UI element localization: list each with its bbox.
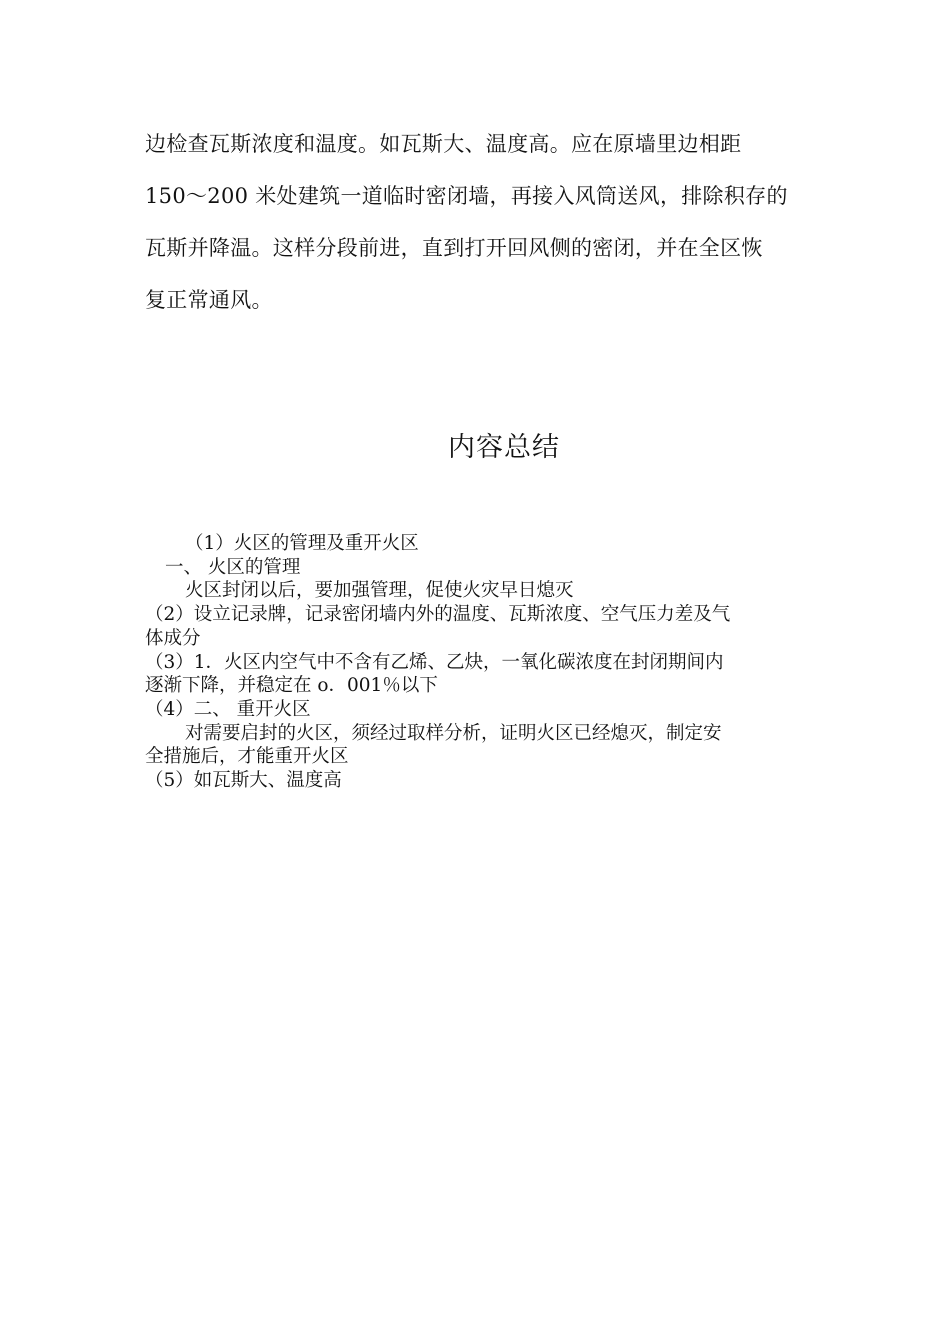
summary-line: 一、 火区的管理 [165,556,301,578]
summary-line: （5）如瓦斯大、温度高 [145,770,342,792]
summary-line: （2）设立记录牌，记录密闭墙内外的温度、瓦斯浓度、空气压力差及气 [145,604,731,626]
summary-line: （3）1．火区内空气中不含有乙烯、乙炔，一氧化碳浓度在封闭期间内 [145,651,724,673]
intro-line: 复正常通风。 [145,288,273,312]
intro-line: 边检查瓦斯浓度和温度。如瓦斯大、温度高。应在原墙里边相距 [145,132,742,156]
summary-line: （4）二、 重开火区 [145,698,311,720]
summary-line: （1）火区的管理及重开火区 [185,533,419,554]
intro-line: 瓦斯并降温。这样分段前进，直到打开回风侧的密闭，并在全区恢 [145,236,763,260]
summary-title: 内容总结 [448,432,560,463]
summary-line: 全措施后，才能重开火区 [145,746,349,768]
summary-line: 逐渐下降，并稳定在 o．001％以下 [145,675,438,697]
summary-line: 对需要启封的火区，须经过取样分析，证明火区已经熄灭，制定安 [185,722,722,744]
summary-section [145,532,805,793]
intro-line: 150～200 米处建筑一道临时密闭墙，再接入风筒送风，排除积存的 [145,184,788,208]
intro-paragraph [145,118,815,326]
summary-line: 体成分 [145,627,201,649]
summary-line: 火区封闭以后，要加强管理，促使火灾早日熄灭 [185,580,574,602]
